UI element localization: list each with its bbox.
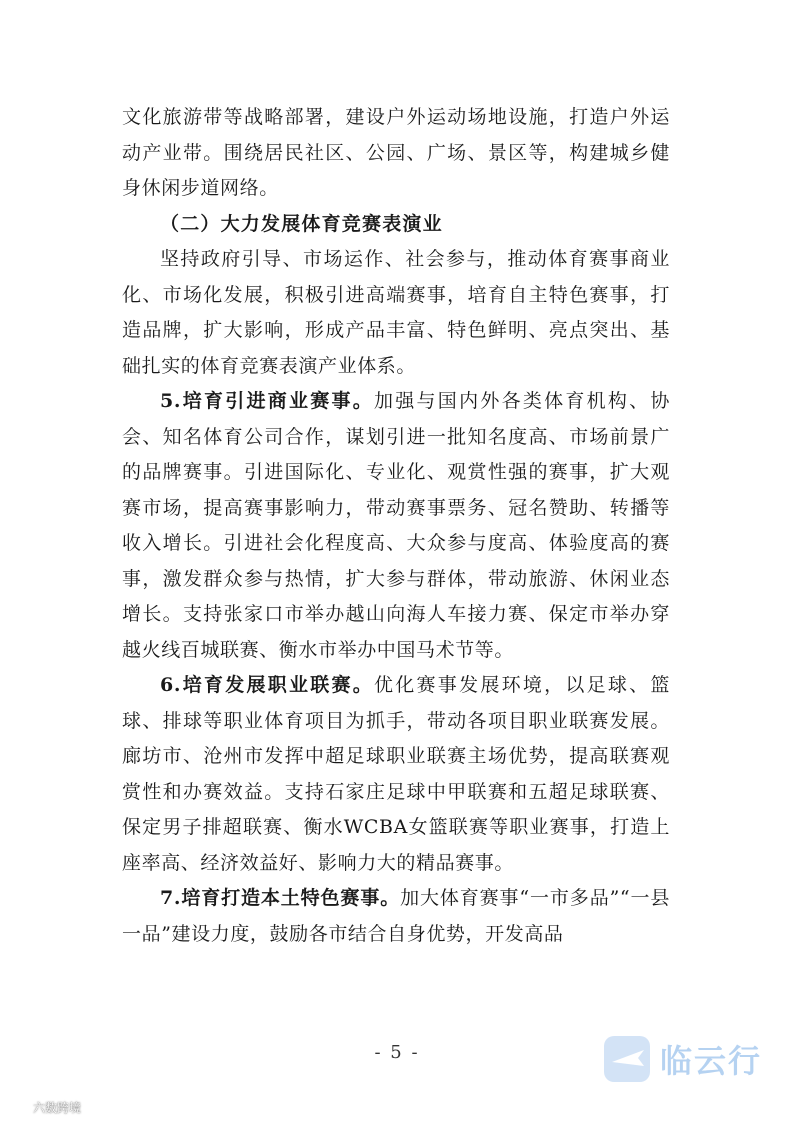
page-number: - 5 - (374, 1042, 420, 1063)
item-5 (122, 384, 670, 668)
item-7-lead: 7.培育打造本土特色赛事。 (160, 887, 401, 909)
watermark-logo (600, 1030, 790, 1090)
paragraph-intro: 坚持政府引导、市场运作、社会参与，推动体育赛事商业化、市场化发展，积极引进高端赛事，培育自主特色赛事，打造品牌，扩大影响，形成产品丰富、特色鲜明、亮点突出、基础扎实的体育竞赛表演产业体系。 (122, 248, 670, 377)
section-heading: （二）大力发展体育竞赛表演业 (160, 212, 443, 235)
logo-icon (4, 1098, 30, 1116)
item-6-text: 优化赛事发展环境，以足球、篮球、排球等职业体育项目为抓手，带动各项目职业联赛发展。廊坊市、沧州市发挥中超足球职业联赛主场优势，提高联赛观赏性和办赛效益。支持石家庄足球中甲联赛和五超足球联赛、保定男子排超联赛、衡水WCBA女篮联赛等职业赛事，打造上座率高、经济效益好、影响力大的精品赛事。 (122, 674, 670, 874)
document-body (122, 100, 670, 952)
item-5-lead: 5.培育引进商业赛事。 (160, 390, 375, 412)
corner-watermark (4, 1096, 81, 1118)
plane-icon (600, 1030, 656, 1086)
item-6-lead: 6.培育发展职业联赛。 (160, 674, 375, 696)
item-7-text: 加大体育赛事“一市多品”“一县一品”建设力度，鼓励各市结合自身优势，开发高品 (122, 887, 670, 945)
item-5-text: 加强与国内外各类体育机构、协会、知名体育公司合作，谋划引进一批知名度高、市场前景广的品牌赛事。引进国际化、专业化、观赏性强的赛事，扩大观赛市场，提高赛事影响力，带动赛事票务、冠名赞助、转播等收入增长。引进社会化程度高、大众参与度高、体验度高的赛事，激发群众参与热情，扩大参与群体，带动旅游、休闲业态增长。支持张家口市举办越山向海人车接力赛、保定市举办穿越火线百城联赛、衡水市举办中国马术节等。 (122, 390, 670, 661)
corner-watermark-text: 六数跨境 (33, 1100, 82, 1115)
item-7 (122, 881, 670, 952)
paragraph-continuation: 文化旅游带等战略部署，建设户外运动场地设施，打造户外运动产业带。围绕居民社区、公园、广场、景区等，构建城乡健身休闲步道网络。 (122, 106, 670, 199)
watermark-logo-text: 临云行 (660, 1042, 763, 1080)
item-6 (122, 668, 670, 881)
